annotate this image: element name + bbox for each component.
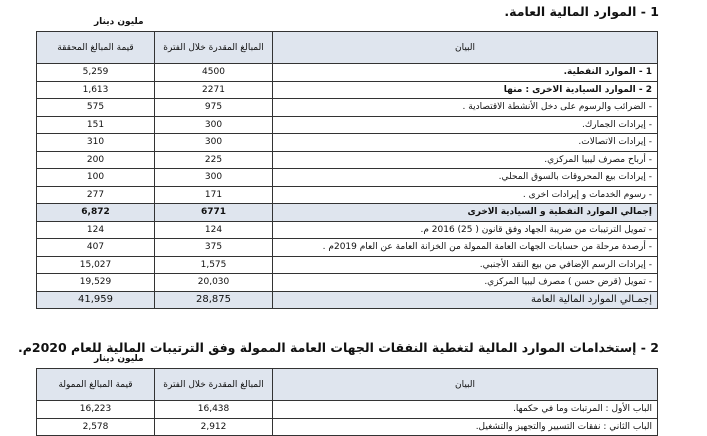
estimated-cell: 300 (155, 134, 273, 152)
description-cell: الباب الثاني : نفقات التسيير والتجهيز والتشغيل. (273, 418, 658, 436)
header-estimated: المبالغ المقدرة خلال الفترة (155, 369, 273, 401)
value-cell: 200 (37, 151, 155, 169)
value-cell: 2,578 (37, 418, 155, 436)
description-cell: - إيرادات الجمارك. (273, 116, 658, 134)
estimated-cell: 16,438 (155, 401, 273, 419)
section1-title: 1 - الموارد المالية العامة. (504, 4, 659, 19)
table-row (37, 204, 658, 222)
description-cell: 2 - الموارد السيادية الاخرى : منها (273, 81, 658, 99)
table-row (37, 239, 658, 257)
description-cell: - إيرادات الاتصالات. (273, 134, 658, 152)
estimated-cell: 225 (155, 151, 273, 169)
header-description: البيان (273, 369, 658, 401)
description-cell: الباب الأول : المرتبات وما في حكمها. (273, 401, 658, 419)
value-cell: 1,613 (37, 81, 155, 99)
estimated-cell: 300 (155, 116, 273, 134)
table-row (37, 81, 658, 99)
description-cell: 1 - الموارد النفطية. (273, 64, 658, 82)
value-cell: 5,259 (37, 64, 155, 82)
estimated-cell: 28,875 (155, 291, 273, 309)
estimated-cell: 171 (155, 186, 273, 204)
header-achieved: قيمة المبالغ المحققة (37, 32, 155, 64)
header-description: البيان (273, 32, 658, 64)
value-cell: 19,529 (37, 274, 155, 292)
table-row (37, 116, 658, 134)
section2-title: 2 - إستخدامات الموارد المالية لتغطية النفقات الجهات العامة الممولة وفق الترتيبات المالية للعام 2020م. (17, 340, 659, 355)
header-estimated: المبالغ المقدرة خلال الفترة (155, 32, 273, 64)
estimated-cell: 124 (155, 221, 273, 239)
description-cell: - تمويل (قرض حسن ) مصرف ليبيا المركزي. (273, 274, 658, 292)
estimated-cell: 2271 (155, 81, 273, 99)
value-cell: 310 (37, 134, 155, 152)
value-cell: 15,027 (37, 256, 155, 274)
value-cell: 41,959 (37, 291, 155, 309)
header-funded: قيمة المبالغ الممولة (37, 369, 155, 401)
table-row (37, 151, 658, 169)
description-cell: - أرباح مصرف ليبيا المركزي. (273, 151, 658, 169)
estimated-cell: 375 (155, 239, 273, 257)
description-cell: إجمـالي الموارد المالية العامة (273, 291, 658, 309)
value-cell: 575 (37, 99, 155, 117)
estimated-cell: 300 (155, 169, 273, 187)
value-cell: 277 (37, 186, 155, 204)
table-row (37, 256, 658, 274)
description-cell: - أرصدة مرحلة من حسابات الجهات العامة الممولة من الخزانة العامة عن العام 2019م . (273, 239, 658, 257)
table-row (37, 99, 658, 117)
table-row (37, 401, 658, 419)
expenditures-table (36, 368, 658, 436)
description-cell: - إيرادات الرسم الإضافي من بيع النقد الأجنبي. (273, 256, 658, 274)
table-row (37, 291, 658, 309)
table-row (37, 418, 658, 436)
description-cell: - رسوم الخدمات و إيرادات اخرى . (273, 186, 658, 204)
value-cell: 124 (37, 221, 155, 239)
resources-table (36, 31, 658, 309)
estimated-cell: 1,575 (155, 256, 273, 274)
description-cell: - إيرادات بيع المحروقات بالسوق المحلي. (273, 169, 658, 187)
table-row (37, 186, 658, 204)
description-cell: - الضرائب والرسوم على دخل الأنشطة الاقتصادية . (273, 99, 658, 117)
value-cell: 151 (37, 116, 155, 134)
table-row (37, 169, 658, 187)
description-cell: - تمويل الترتيبات من ضريبة الجهاد وفق قانون ( 25) 2016 م. (273, 221, 658, 239)
table-row (37, 221, 658, 239)
table-row (37, 274, 658, 292)
estimated-cell: 6771 (155, 204, 273, 222)
section1-unit: مليون دينار (94, 17, 144, 27)
value-cell: 407 (37, 239, 155, 257)
description-cell: إجمالي الموارد النفطية و السيادية الاخرى (273, 204, 658, 222)
table-row (37, 64, 658, 82)
estimated-cell: 20,030 (155, 274, 273, 292)
table-row (37, 134, 658, 152)
value-cell: 100 (37, 169, 155, 187)
estimated-cell: 2,912 (155, 418, 273, 436)
estimated-cell: 975 (155, 99, 273, 117)
expenditures-table-header (37, 369, 658, 401)
section2-unit: مليون دينار (94, 354, 144, 364)
estimated-cell: 4500 (155, 64, 273, 82)
value-cell: 6,872 (37, 204, 155, 222)
value-cell: 16,223 (37, 401, 155, 419)
resources-table-header (37, 32, 658, 64)
